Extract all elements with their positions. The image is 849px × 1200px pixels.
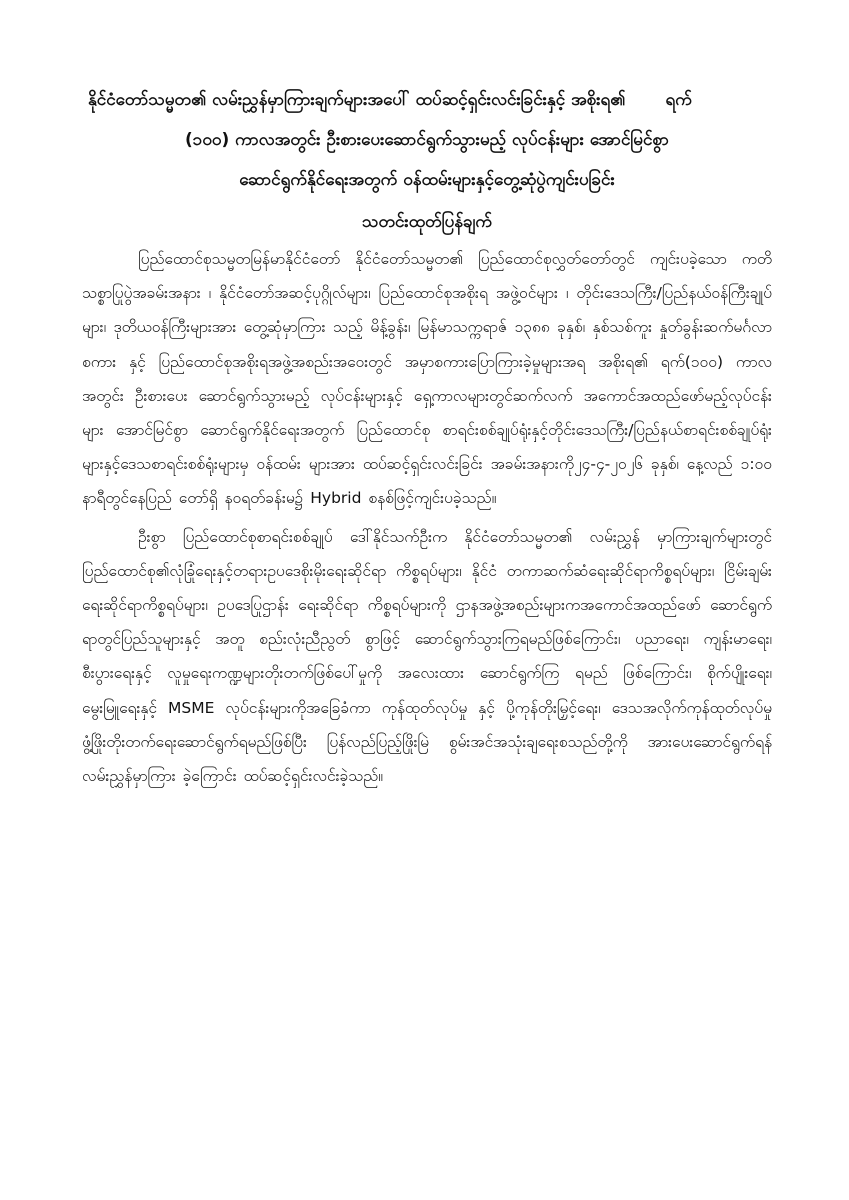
title-line-1-tail: ရက် xyxy=(665,90,692,110)
title-line-3: ဆောင်ရွက်နိုင်ရေးအတွက် ဝန်ထမ်းများနှင့်တွေ့ဆုံပွဲကျင်းပခြင်း xyxy=(239,170,615,190)
title-line-2: (၁၀၀) ကာလအတွင်း ဦးစားပေးဆောင်ရွက်သွားမည့် လုပ်ငန်းများ အောင်မြင်စွာ xyxy=(185,130,669,150)
title-line-1 xyxy=(88,80,772,120)
document-subtitle: သတင်းထုတ်ပြန်ချက် xyxy=(362,212,492,232)
body-paragraph-2: ဦးစွာ ပြည်ထောင်စုစာရင်းစစ်ချုပ် ဒေါ်နိုင်သက်ဦးက နိုင်ငံတော်သမ္မတ၏ လမ်းညွှန် မှာကြားချက်များတွင် ပြည်ထောင်စု၏လုံခြုံရေးနှင့်တရားဥပဒေစိုးမိုးရေးဆိုင်ရာ ကိစ္စရပ်များ၊ နိုင်ငံ တကာဆက်ဆံရေးဆိုင်ရာကိစ္စရပ်များ၊ ငြိမ်းချမ်းရေးဆိုင်ရာကိစ္စရပ်များ၊ ဥပဒေပြုဌာန်း ရေးဆိုင်ရာ ကိစ္စရပ်များကို ဌာနအဖွဲ့အစည်းများကအကောင်အထည်ဖော် ဆောင်ရွက်ရာတွင်ပြည်သူများနှင့် အတူ စည်းလုံးညီညွတ် စွာဖြင့် ဆောင်ရွက်သွားကြရမည်ဖြစ်ကြောင်း၊ ပညာရေး၊ ကျန်းမာရေး၊ စီးပွားရေးနှင့် လူမှုရေးကဏ္ဍများတိုးတက်ဖြစ်ပေါ်မှုကို အလေးထား ဆောင်ရွက်ကြ ရမည် ဖြစ်ကြောင်း၊ စိုက်ပျိုးရေး၊ မွေးမြူရေးနှင့် MSME လုပ်ငန်းများကိုအခြေခံကာ ကုန်ထုတ်လုပ်မှု နှင့် ပို့ကုန်တိုးမြှင့်ရေး၊ ဒေသအလိုက်ကုန်ထုတ်လုပ်မှု ဖွံ့ဖြိုးတိုးတက်ရေးဆောင်ရွက်ရမည်ဖြစ်ပြီး ပြန်လည်ပြည့်ဖြိုးမြဲ စွမ်းအင်အသုံးချရေးစသည်တို့ကို အားပေးဆောင်ရွက်ရန် လမ်းညွှန်မှာကြား ခဲ့ကြောင်း ထပ်ဆင့်ရှင်းလင်းခဲ့သည်။ xyxy=(82,527,772,786)
body-paragraph-1: ပြည်ထောင်စုသမ္မတမြန်မာနိုင်ငံတော် နိုင်ငံတော်သမ္မတ၏ ပြည်ထောင်စုလွှတ်တော်တွင် ကျင်းပခဲ့သော ကတိသစ္စာပြုပွဲအခမ်းအနား ၊ နိုင်ငံတော်အဆင့်ပုဂ္ဂိုလ်များ၊ ပြည်ထောင်စုအစိုးရ အဖွဲ့ဝင်များ ၊ တိုင်းဒေသကြီး/ပြည်နယ်ဝန်ကြီးချုပ်များ၊ ဒုတိယဝန်ကြီးများအား တွေ့ဆုံမှာကြား သည့် မိန့်ခွန်း၊ မြန်မာသက္ကရာဇ် ၁၃၈၈ ခုနှစ်၊ နှစ်သစ်ကူး နှုတ်ခွန်းဆက်မင်္ဂလာစကား နှင့် ပြည်ထောင်စုအစိုးရအဖွဲ့အစည်းအဝေးတွင် အမှာစကားပြောကြားခဲ့မှုများအရ အစိုးရ၏ ရက်(၁၀၀) ကာလအတွင်း ဦးစားပေး ဆောင်ရွက်သွားမည့် လုပ်ငန်းများနှင့် ရှေ့ကာလများတွင်ဆက်လက် အကောင်အထည်ဖော်မည့်လုပ်ငန်းများ အောင်မြင်စွာ ဆောင်ရွက်နိုင်ရေးအတွက် ပြည်ထောင်စု စာရင်းစစ်ချုပ်ရုံးနှင့်တိုင်းဒေသကြီး/ပြည်နယ်စာရင်းစစ်ချုပ်ရုံးများနှင့်ဒေသစာရင်းစစ်ရုံးများမှ ဝန်ထမ်း များအား ထပ်ဆင့်ရှင်းလင်းခြင်း အခမ်းအနားကို၂၄-၄-၂၀၂၆ ခုနှစ်၊ နေ့လည် ၁:၀၀ နာရီတွင်နေပြည် တော်ရှိ နဝရတ်ခန်းမ၌ Hybrid စနစ်ဖြင့်ကျင်းပခဲ့သည်။ xyxy=(82,250,772,508)
document-title xyxy=(82,80,772,200)
press-release-page xyxy=(82,80,772,793)
title-line-1-text: နိုင်ငံတော်သမ္မတ၏ လမ်းညွှန်မှာကြားချက်များအပေါ် ထပ်ဆင့်ရှင်းလင်းခြင်းနှင့် အစိုးရ၏ xyxy=(88,90,626,110)
